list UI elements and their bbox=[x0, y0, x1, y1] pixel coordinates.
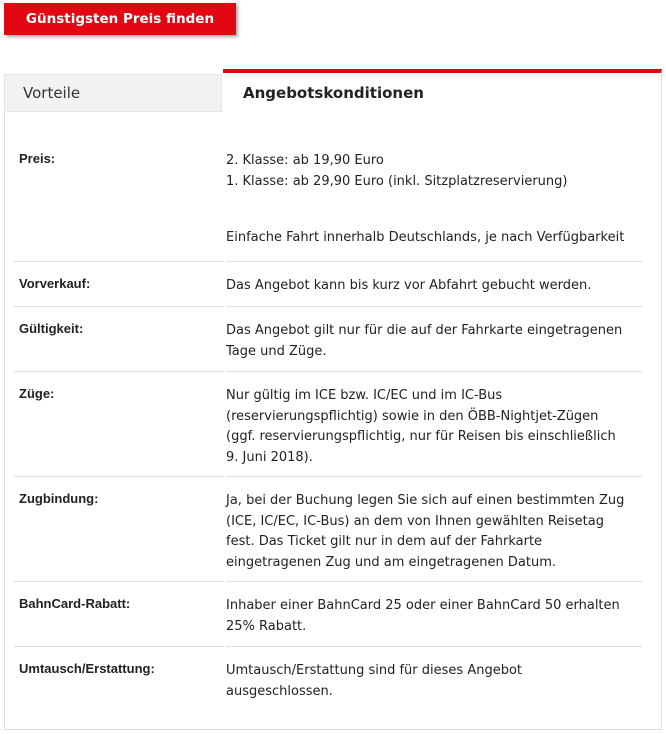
condition-value bbox=[226, 386, 642, 468]
price-first-class: 1. Klasse: ab 29,90 Euro (inkl. Sitzplatzreservierung) bbox=[226, 173, 568, 189]
condition-label: Umtausch/Erstattung: bbox=[19, 661, 155, 676]
value-line: (reservierungspflichtig) sowie in den ÖBB-Nightjet-Zügen bbox=[226, 408, 599, 424]
condition-label: Vorverkauf: bbox=[19, 276, 91, 291]
condition-label: Gültigkeit: bbox=[19, 321, 84, 336]
condition-label: Züge: bbox=[19, 386, 55, 401]
value-line: eingetragenen Zug und am eingetragenen Datum. bbox=[226, 554, 556, 570]
value-line: Umtausch/Erstattung sind für dieses Angebot bbox=[226, 663, 522, 678]
divider bbox=[226, 306, 642, 307]
condition-value bbox=[226, 661, 642, 702]
divider bbox=[226, 261, 642, 262]
value-line: Ja, bei der Buchung legen Sie sich auf einen bestimmten Zug bbox=[226, 493, 625, 508]
condition-value bbox=[226, 151, 642, 249]
condition-label: BahnCard-Rabatt: bbox=[19, 596, 131, 611]
tab-angebotskonditionen[interactable]: Angebotskonditionen bbox=[223, 69, 662, 113]
price-second-class: 2. Klasse: ab 19,90 Euro bbox=[226, 153, 384, 168]
value-line: 9. Juni 2018). bbox=[226, 449, 313, 465]
condition-value bbox=[226, 596, 642, 637]
value-line: Das Angebot gilt nur für die auf der Fahrkarte eingetragenen bbox=[226, 323, 623, 338]
value-line: Nur gültig im ICE bzw. IC/EC und im IC-Bus bbox=[226, 388, 503, 403]
value-line: Inhaber einer BahnCard 25 oder einer BahnCard 50 erhalten bbox=[226, 598, 620, 613]
divider bbox=[14, 261, 224, 262]
find-cheapest-price-button[interactable]: Günstigsten Preis finden bbox=[4, 3, 236, 35]
condition-label: Preis: bbox=[19, 151, 56, 166]
condition-value bbox=[226, 491, 642, 573]
tab-bar bbox=[4, 69, 662, 113]
price-note: Einfache Fahrt innerhalb Deutschlands, je nach Verfügbarkeit bbox=[226, 230, 625, 245]
divider bbox=[226, 646, 642, 647]
divider bbox=[226, 371, 642, 372]
divider bbox=[14, 476, 224, 477]
condition-label: Zugbindung: bbox=[19, 491, 99, 506]
divider bbox=[226, 476, 642, 477]
value-line: fest. Das Ticket gilt nur in dem auf der Fahrkarte bbox=[226, 534, 543, 549]
divider bbox=[14, 646, 224, 647]
value-line: Tage und Züge. bbox=[226, 343, 327, 359]
tab-vorteile[interactable]: Vorteile bbox=[4, 74, 222, 112]
condition-value bbox=[226, 321, 642, 362]
value-line: (ggf. reservierungspflichtig, nur für Reisen bis einschließlich bbox=[226, 429, 616, 444]
divider bbox=[14, 306, 224, 307]
divider bbox=[14, 371, 224, 372]
value-line: ausgeschlossen. bbox=[226, 683, 333, 699]
value-line: 25% Rabatt. bbox=[226, 618, 307, 634]
condition-value: Das Angebot kann bis kurz vor Abfahrt gebucht werden. bbox=[226, 278, 592, 293]
value-line: (ICE, IC/EC, IC-Bus) an dem von Ihnen gewählten Reisetag bbox=[226, 513, 604, 529]
divider bbox=[226, 581, 642, 582]
divider bbox=[14, 581, 224, 582]
